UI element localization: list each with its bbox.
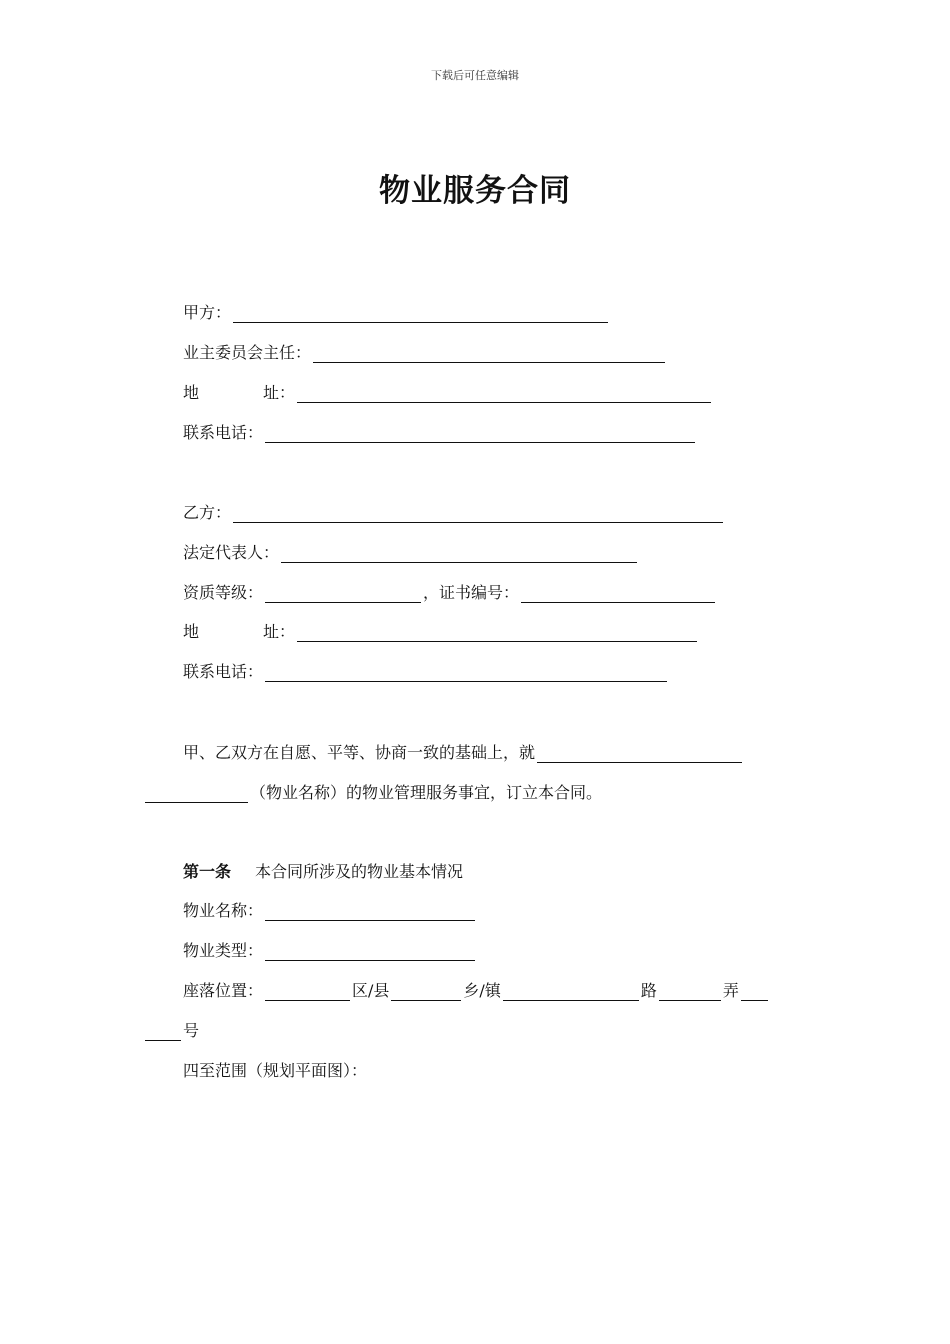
lane-field[interactable] — [659, 983, 721, 1001]
article-1-heading — [183, 862, 463, 882]
property-name-input[interactable] — [265, 903, 475, 921]
intro-line-1 — [183, 743, 744, 763]
address-label-part1: 地 — [183, 622, 200, 641]
certificate-field[interactable] — [521, 585, 715, 603]
town-field[interactable] — [391, 983, 461, 1001]
property-name-label: 物业名称： — [183, 901, 264, 920]
road-label: 路 — [640, 981, 657, 1000]
article-number: 第一条 — [183, 862, 232, 881]
location-label: 座落位置： — [183, 981, 264, 1000]
legal-rep-label: 法定代表人： — [183, 543, 280, 562]
party-b-field[interactable] — [233, 505, 723, 523]
boundary-label: 四至范围（规划平面图）： — [183, 1061, 368, 1080]
party-a-address-line — [183, 383, 713, 403]
property-type-input[interactable] — [265, 943, 475, 961]
location-line — [183, 981, 770, 1001]
party-b-phone-line — [183, 662, 669, 682]
certificate-label: ，证书编号： — [423, 583, 520, 602]
district-field[interactable] — [265, 983, 350, 1001]
party-a-field[interactable] — [233, 305, 608, 323]
party-b-label: 乙方： — [183, 503, 232, 522]
party-b-phone-field[interactable] — [265, 664, 667, 682]
legal-rep-field[interactable] — [281, 545, 637, 563]
header-note: 下载后可任意编辑 — [431, 69, 519, 82]
address-label-part2: 址： — [263, 383, 296, 402]
intro-text-1: 甲、乙双方在自愿、平等、协商一致的基础上，就 — [183, 743, 536, 762]
phone-label: 联系电话： — [183, 662, 264, 681]
number-field-b[interactable] — [145, 1023, 181, 1041]
address-label-part1: 地 — [183, 383, 200, 402]
qualification-line — [183, 583, 717, 603]
party-b-line — [183, 503, 725, 523]
lane-label: 弄 — [722, 981, 739, 1000]
chair-line — [183, 343, 667, 363]
party-b-address-field[interactable] — [297, 624, 697, 642]
party-b-address-line — [183, 622, 699, 642]
property-type-label: 物业类型： — [183, 941, 264, 960]
road-field[interactable] — [503, 983, 639, 1001]
location-line-2 — [145, 1021, 199, 1041]
party-a-label: 甲方： — [183, 303, 232, 322]
party-a-line — [183, 303, 610, 323]
qualification-label: 资质等级： — [183, 583, 264, 602]
property-name-field-a[interactable] — [537, 745, 742, 763]
party-a-address-field[interactable] — [297, 385, 711, 403]
document-title: 物业服务合同 — [379, 173, 571, 209]
qualification-field[interactable] — [265, 585, 421, 603]
chair-field[interactable] — [313, 345, 665, 363]
chair-label: 业主委员会主任： — [183, 343, 312, 362]
property-name-field-b[interactable] — [145, 785, 248, 803]
intro-line-2 — [145, 783, 602, 803]
number-field-a[interactable] — [741, 983, 768, 1001]
town-label: 乡/镇 — [463, 981, 501, 1000]
party-a-phone-line — [183, 423, 697, 443]
property-type-line — [183, 941, 477, 961]
boundary-line — [183, 1061, 367, 1081]
legal-rep-line — [183, 543, 639, 563]
intro-text-2: （物业名称）的物业管理服务事宜，订立本合同。 — [250, 783, 603, 802]
article-heading: 本合同所涉及的物业基本情况 — [255, 862, 464, 881]
number-label: 号 — [183, 1021, 200, 1040]
property-name-line — [183, 901, 477, 921]
district-label: 区/县 — [352, 981, 390, 1000]
phone-label: 联系电话： — [183, 423, 264, 442]
party-a-phone-field[interactable] — [265, 425, 695, 443]
address-label-part2: 址： — [263, 622, 296, 641]
